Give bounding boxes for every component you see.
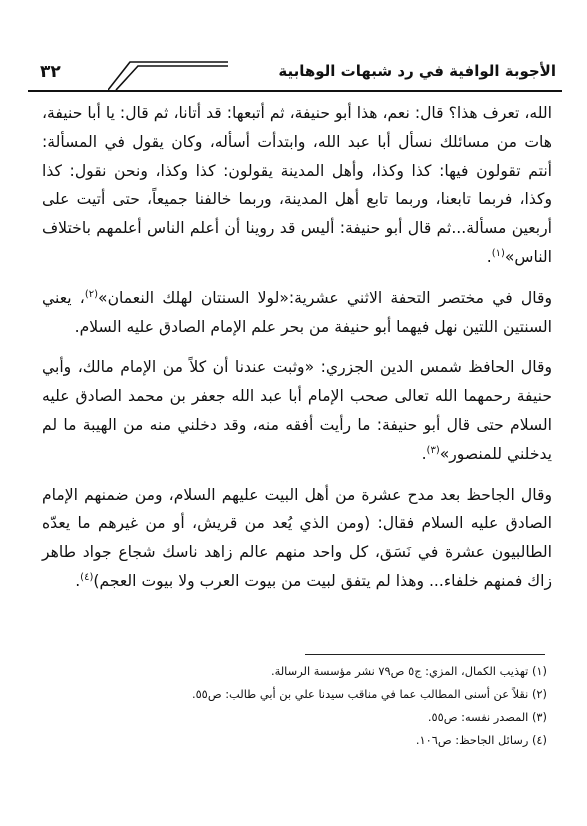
running-header	[28, 56, 562, 92]
footnote-item: (٢) نقلاً عن أسنى المطالب عما في مناقب سيدنا علي بن أبي طالب: ص٥٥.	[191, 687, 547, 701]
footnotes	[42, 660, 547, 752]
footnote-ref: (٢)	[84, 288, 99, 300]
paragraph-text: الله، تعرف هذا؟ قال: نعم، هذا أبو حنيفة، ثم أتبعها: قد أتانا، ثم قال: يا أبا حنيفة، هات من مسائلك نسأل أبا عبد الله، وابتدأت أسأله، وكان يقول في المسألة: أنتم تقولون فيها: كذا وكذا، وأهل المدينة يقولون: كذا وكذا، ونحن نقول: كذا وكذا، فربما تابعنا، وربما تابع أهل المدينة، وربما خالفنا جميعاً، حتى أتيت على أربعين مسألة...ثم قال أبو حنيفة: أليس قد روينا أن أعلم الناس أعلمهم باختلاف الناس»	[42, 104, 552, 266]
footnote-ref: (٤)	[80, 571, 94, 583]
page-number: ٣٢	[40, 62, 61, 82]
paragraph	[42, 284, 552, 342]
footnote-item: (٤) رسائل الجاحظ: ص١٠٦.	[415, 733, 547, 747]
header-ornament-icon	[108, 56, 228, 90]
paragraph-text-continued: ، يعني السنتين اللتين نهل فيهما أبو حنيفة من بحر علم الإمام الصادق عليه السلام.	[42, 288, 552, 336]
paragraph-text: وقال الحافظ شمس الدين الجزري: «وثبت عندنا أن كلاً من الإمام مالك، وأبي حنيفة رحمهما الله تعالى صحب الإمام أبا عبد الله جعفر بن محمد الصادق عليه السلام حتى قال أبو حنيفة: ما رأيت أفقه منه، وقد دخلني منه من الهيبة ما لم يدخلني للمنصور»	[42, 358, 552, 463]
paragraph-text-continued: .	[421, 444, 427, 463]
footnote-ref: (٣)	[426, 444, 440, 456]
paragraph-text-continued: .	[75, 571, 81, 590]
paragraph-text: وقال في مختصر التحفة الاثني عشرية:«لولا السنتان لهلك النعمان»	[98, 288, 552, 307]
footnote-divider	[305, 654, 545, 655]
footnote-ref: (١)	[491, 247, 505, 259]
footnote-item: (١) تهذيب الكمال، المزي: ج٥ ص٧٩ نشر مؤسسة الرسالة.	[270, 664, 547, 678]
footnote-item: (٣) المصدر نفسه: ص٥٥.	[427, 710, 547, 724]
paragraph	[42, 481, 552, 596]
main-text	[42, 99, 552, 608]
paragraph	[42, 353, 552, 468]
paragraph-text: وقال الجاحظ بعد مدح عشرة من أهل البيت عليهم السلام، ومن ضمنهم الإمام الصادق عليه السلام فقال: (ومن الذي يُعد من قريش، أو من غيرهم ما يعدّه الطالبيون عشرة في نَسَق، كل واحد منهم عالم زاهد ناسك شجاع جواد طاهر زاك فمنهم خلفاء... وهذا لم يتفق لبيت من بيوت العرب ولا بيوت العجم)	[42, 485, 552, 590]
running-header-title: الأجوبة الوافية في رد شبهات الوهابية	[278, 62, 556, 80]
paragraph: الله، تعرف هذا؟ قال: نعم، هذا أبو حنيفة، ثم أتبعها: قد أتانا، ثم قال: يا أبا حنيفة، هات من مسائلك نسأل أبا عبد الله، وابتدأت أسأله، وكان يقول في المسألة: أنتم تقولون فيها: كذا وكذا، وأهل المدينة يقولون: كذا وكذا، ونحن نقول: كذا وكذا، فربما تابعنا، وربما تابع أهل المدينة، وربما خالفنا جميعاً، حتى أتيت على أربعين مسألة...ثم قال أبو حنيفة: أليس قد روينا أن أعلم الناس أعلمهم باختلاف الناس»$^{(١)}$.	[42, 104, 552, 266]
